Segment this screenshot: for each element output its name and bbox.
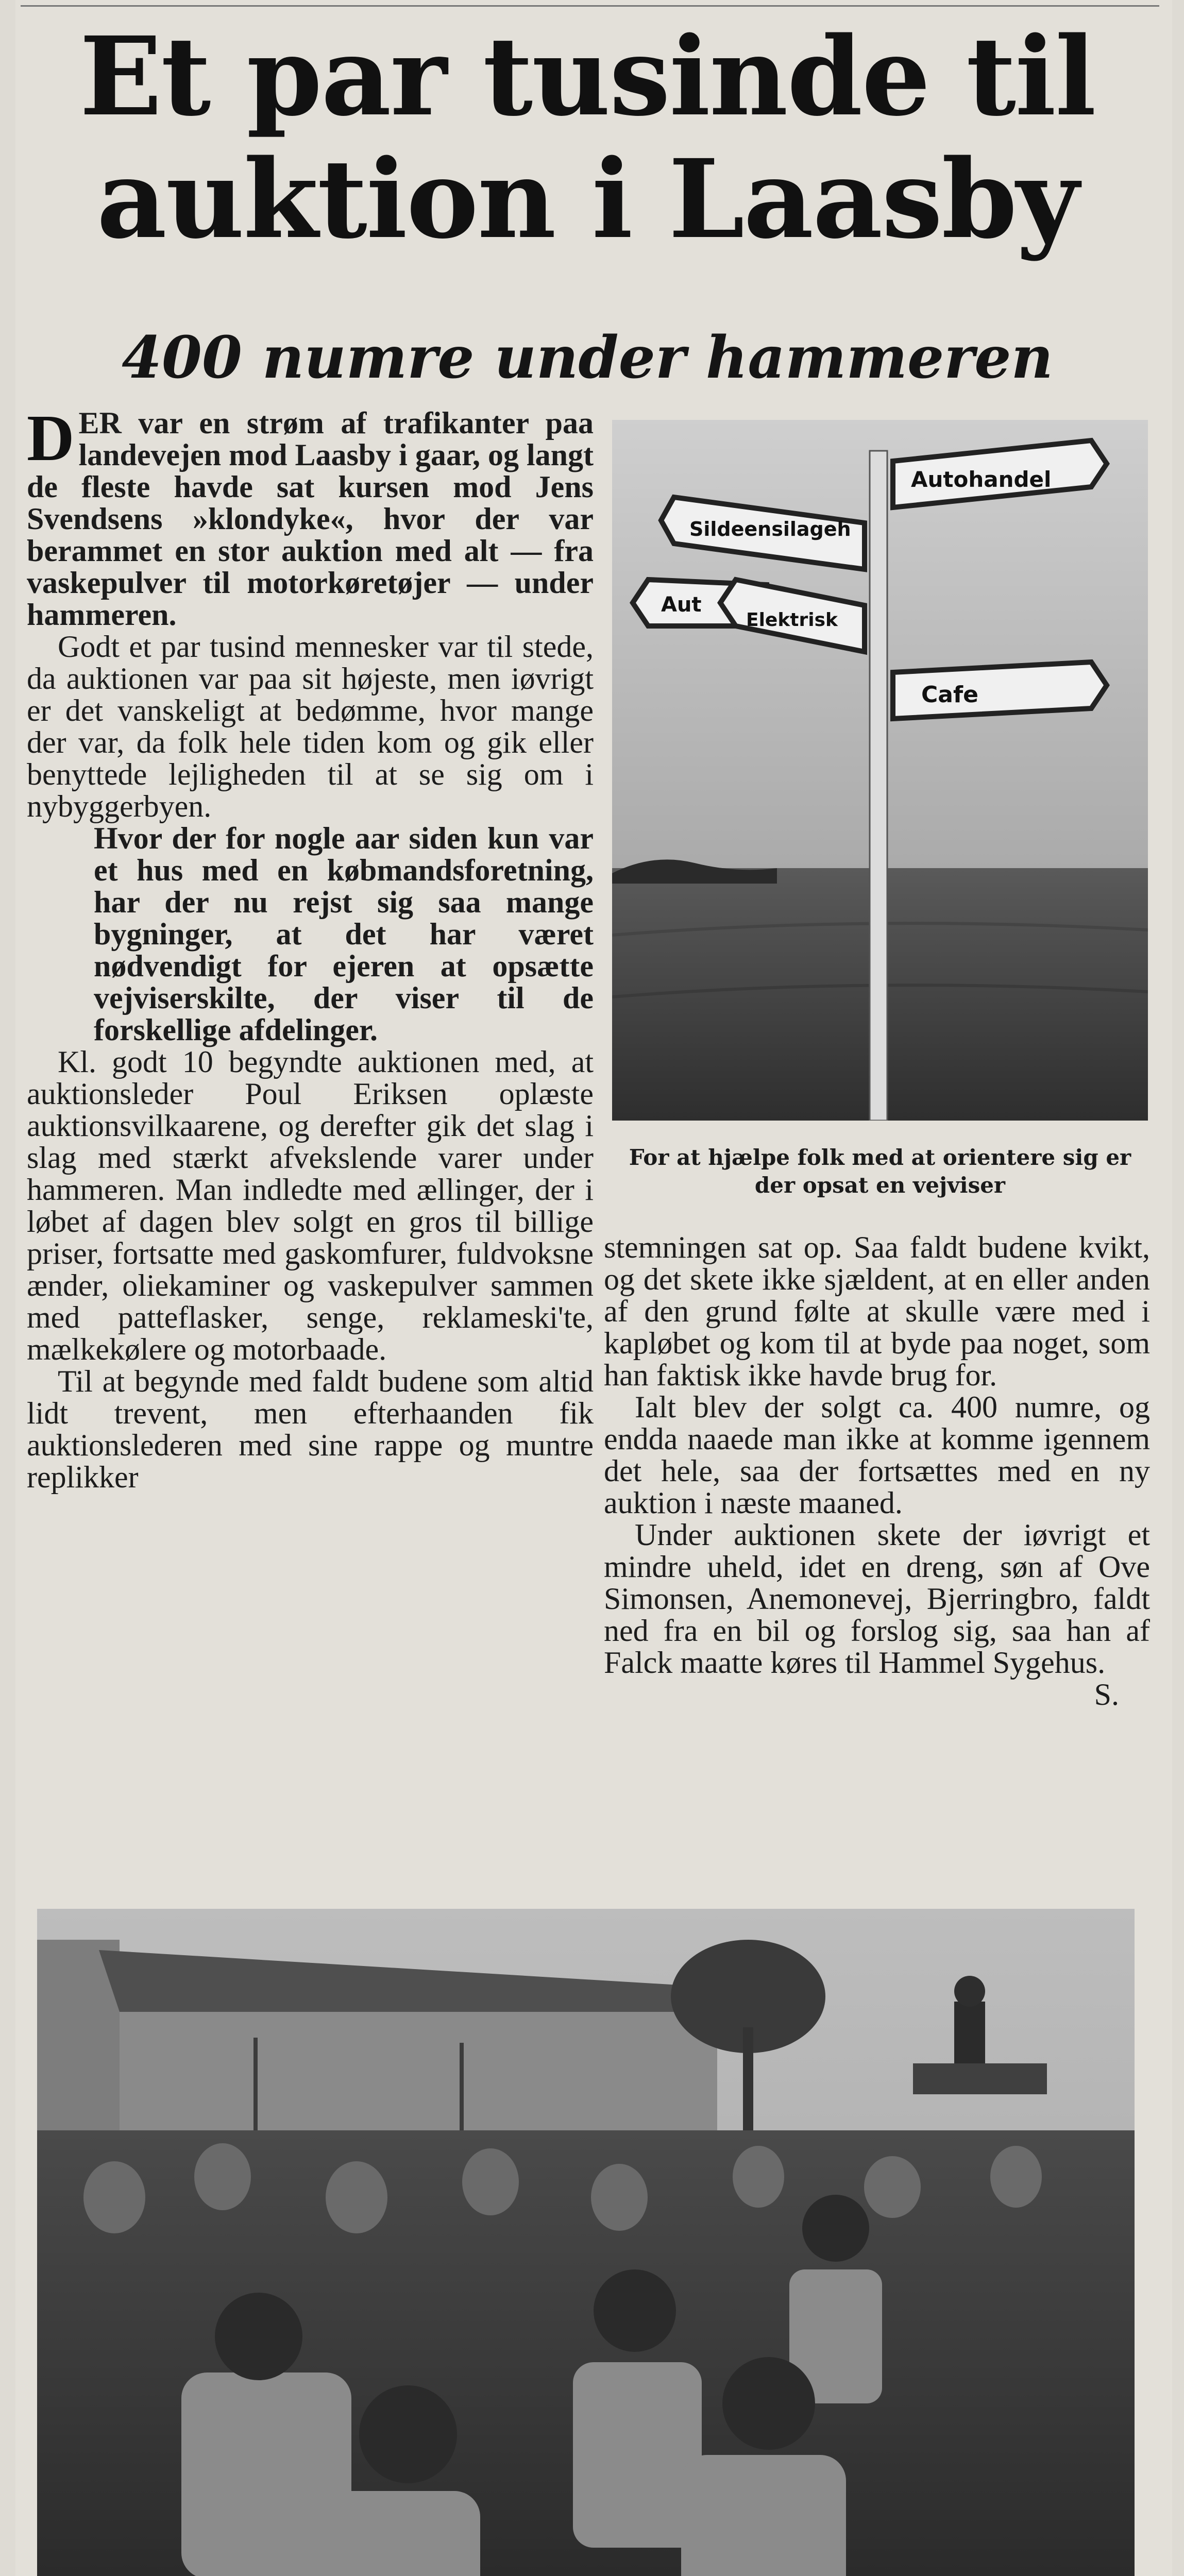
signpost-photo (612, 420, 1148, 1121)
top-rule (21, 0, 1159, 7)
sign-cafe (893, 662, 1107, 719)
article-column-1 (27, 401, 594, 1494)
signpost-photo-graphic (612, 420, 1148, 1121)
sign-label: Aut (661, 593, 702, 617)
auction-crowd-photo (37, 1909, 1135, 2576)
lead-paragraph (27, 401, 594, 632)
signpost-photo-caption: For at hjælpe folk med at orientere sig er der opsat en vejviser (629, 1145, 1131, 1198)
drop-cap: D (27, 401, 75, 474)
lead-text: ER var en strøm af trafikanter paa landevejen mod Laasby i gaar, og langt de fleste havde sat kursen mod Jens Svendsens »klondyke«, hvor der var berammet en stor auktion med alt — fra vaskepulver til motorkøretøjer — under hammeren. (27, 406, 594, 632)
body-paragraph: stemningen sat op. Saa faldt budene kvikt, og det skete ikke sjældent, at en eller anden af den grund følte at skulle være med i kapløbet og kom til at byde paa noget, som han faktisk ikke havde brug for. (604, 1230, 1150, 1392)
body-paragraph: Under auktionen skete der iøvrigt et mindre uheld, idet en dreng, søn af Ove Simonsen, Anemonevej, Bjerringbro, faldt ned fra en bil og forslog sig, saa han af Falck maatte køres til Hammel Sygehus. (604, 1518, 1150, 1680)
sign-label: Sildeensilageh (689, 518, 851, 540)
sign-label: Cafe (921, 682, 978, 708)
body-paragraph: Til at begynde med faldt budene som altid lidt trevent, men efterhaanden fik auktionslederen med sine rappe og muntre replikker (27, 1364, 594, 1494)
signature: S. (1094, 1677, 1119, 1711)
sign-label: Elektrisk (746, 609, 838, 631)
headline (21, 15, 1154, 261)
auction-crowd-photo-graphic (37, 1909, 1135, 2576)
subheadline: 400 numre under hammeren (122, 324, 1053, 392)
article-column-2 (604, 1231, 1150, 1710)
headline-line-1: Et par tusinde til (79, 13, 1095, 140)
inset-paragraph: Hvor der for nogle aar siden kun var et hus med en købmandsforetning, har der nu rejst sig saa mange bygninger, at det har været nødvendigt for ejeren at opsætte vejviserskilte, der viser til de forskellige afdelinger. (94, 821, 594, 1047)
body-paragraph: Godt et par tusind mennesker var til stede, da auktionen var paa sit højeste, men iøvrigt er det vanskeligt at bedømme, hvor mange der var, da folk hele tiden kom og gik eller benyttede lejligheden til at se sig om i nybyggerbyen. (27, 630, 594, 823)
body-paragraph: Ialt blev der solgt ca. 400 numre, og endda naaede man ikke at komme igennem det hele, saa der fortsættes med en ny auktion i næste maaned. (604, 1390, 1150, 1520)
headline-line-2: auktion i Laasby (96, 135, 1078, 263)
sign-label: Autohandel (911, 467, 1052, 492)
body-paragraph: Kl. godt 10 begyndte auktionen med, at auktionsleder Poul Eriksen oplæste auktionsvilkaarene, og derefter gik det slag i slag med stærkt afvekslende varer under hammeren. Man indledte med ællinger, der i løbet af dagen blev solgt en gros til billige priser, fortsatte med gaskomfurer, fuldvoksne ænder, oliekaminer og vaskepulver sammen med patteflasker, senge, reklameski'te, mælkekølere og motorbaade. (27, 1045, 594, 1366)
